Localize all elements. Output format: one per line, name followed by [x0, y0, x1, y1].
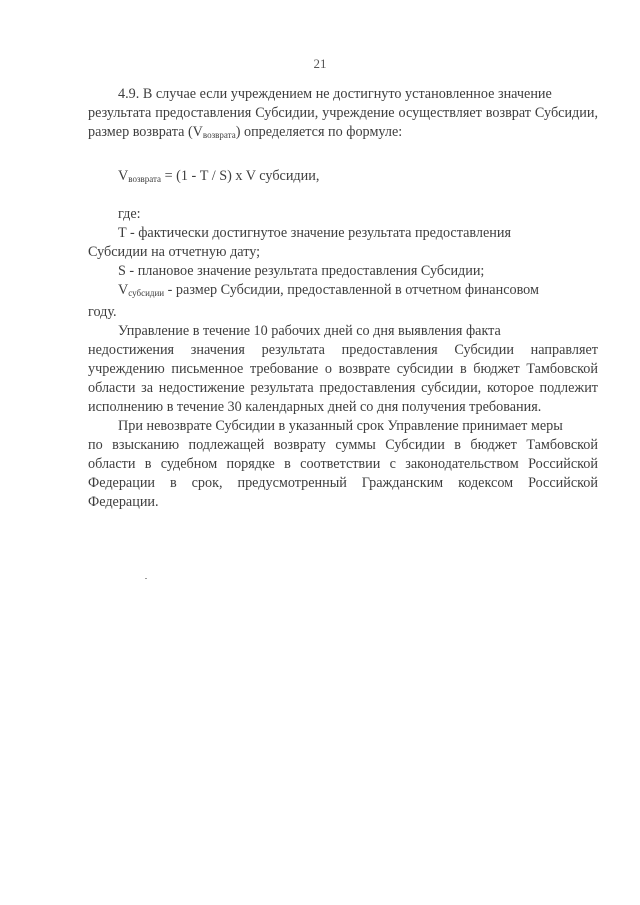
formula: $V_{возврата} = (1 - T / S)$ x V субсидии, — [118, 168, 320, 184]
definition-t: T - фактически достигнутое значение результата предоставления Субсидии на отчетную дату; — [88, 225, 512, 260]
definition-s: S - плановое значение результата предоставления Субсидии; — [118, 263, 485, 279]
where-label: где: — [118, 206, 141, 222]
paragraph-management-demand: Управление в течение 10 рабочих дней со дня выявления факта недостижения значения результата предоставления Субсидии направляет учреждению письменное требование о возврате субсидии в бюджет Тамбовской области за недостижение результата предоставления субсидии, которое подлежит исполнению в течение 30 календарных дней со дня получения требования. — [88, 323, 598, 415]
paragraph-4-9-first-line: 4.9. В случае если учреждением не достигнуто установленное значение — [118, 86, 552, 102]
paragraph-non-return: При невозврате Субсидии в указанный срок Управление принимает меры по взысканию подлежащей возврату суммы Субсидии в бюджет Тамбовской области в судебном порядке в соответствии с законодательством Российской Федерации в срок, предусмотренный Гражданским кодексом Российской Федерации. — [88, 418, 598, 510]
paragraph-4-9-body: результата предоставления Субсидии, учреждение осуществляет возврат Субсидии, размер возврата $(V_{возврата})$ определяется по формуле: — [88, 105, 598, 140]
document-body — [88, 85, 598, 512]
subsidy-subscript: субсидии — [128, 288, 165, 298]
formula-subscript: возврата — [128, 174, 162, 184]
scan-artifact — [145, 578, 147, 579]
page-number: 21 — [313, 56, 327, 71]
definition-v: $V_{субсидии}$ - размер Субсидии, предоставленной в отчетном финансовом году. — [88, 282, 539, 320]
paragraph-4-9 — [88, 85, 598, 145]
subscript-return: возврата — [202, 130, 236, 140]
